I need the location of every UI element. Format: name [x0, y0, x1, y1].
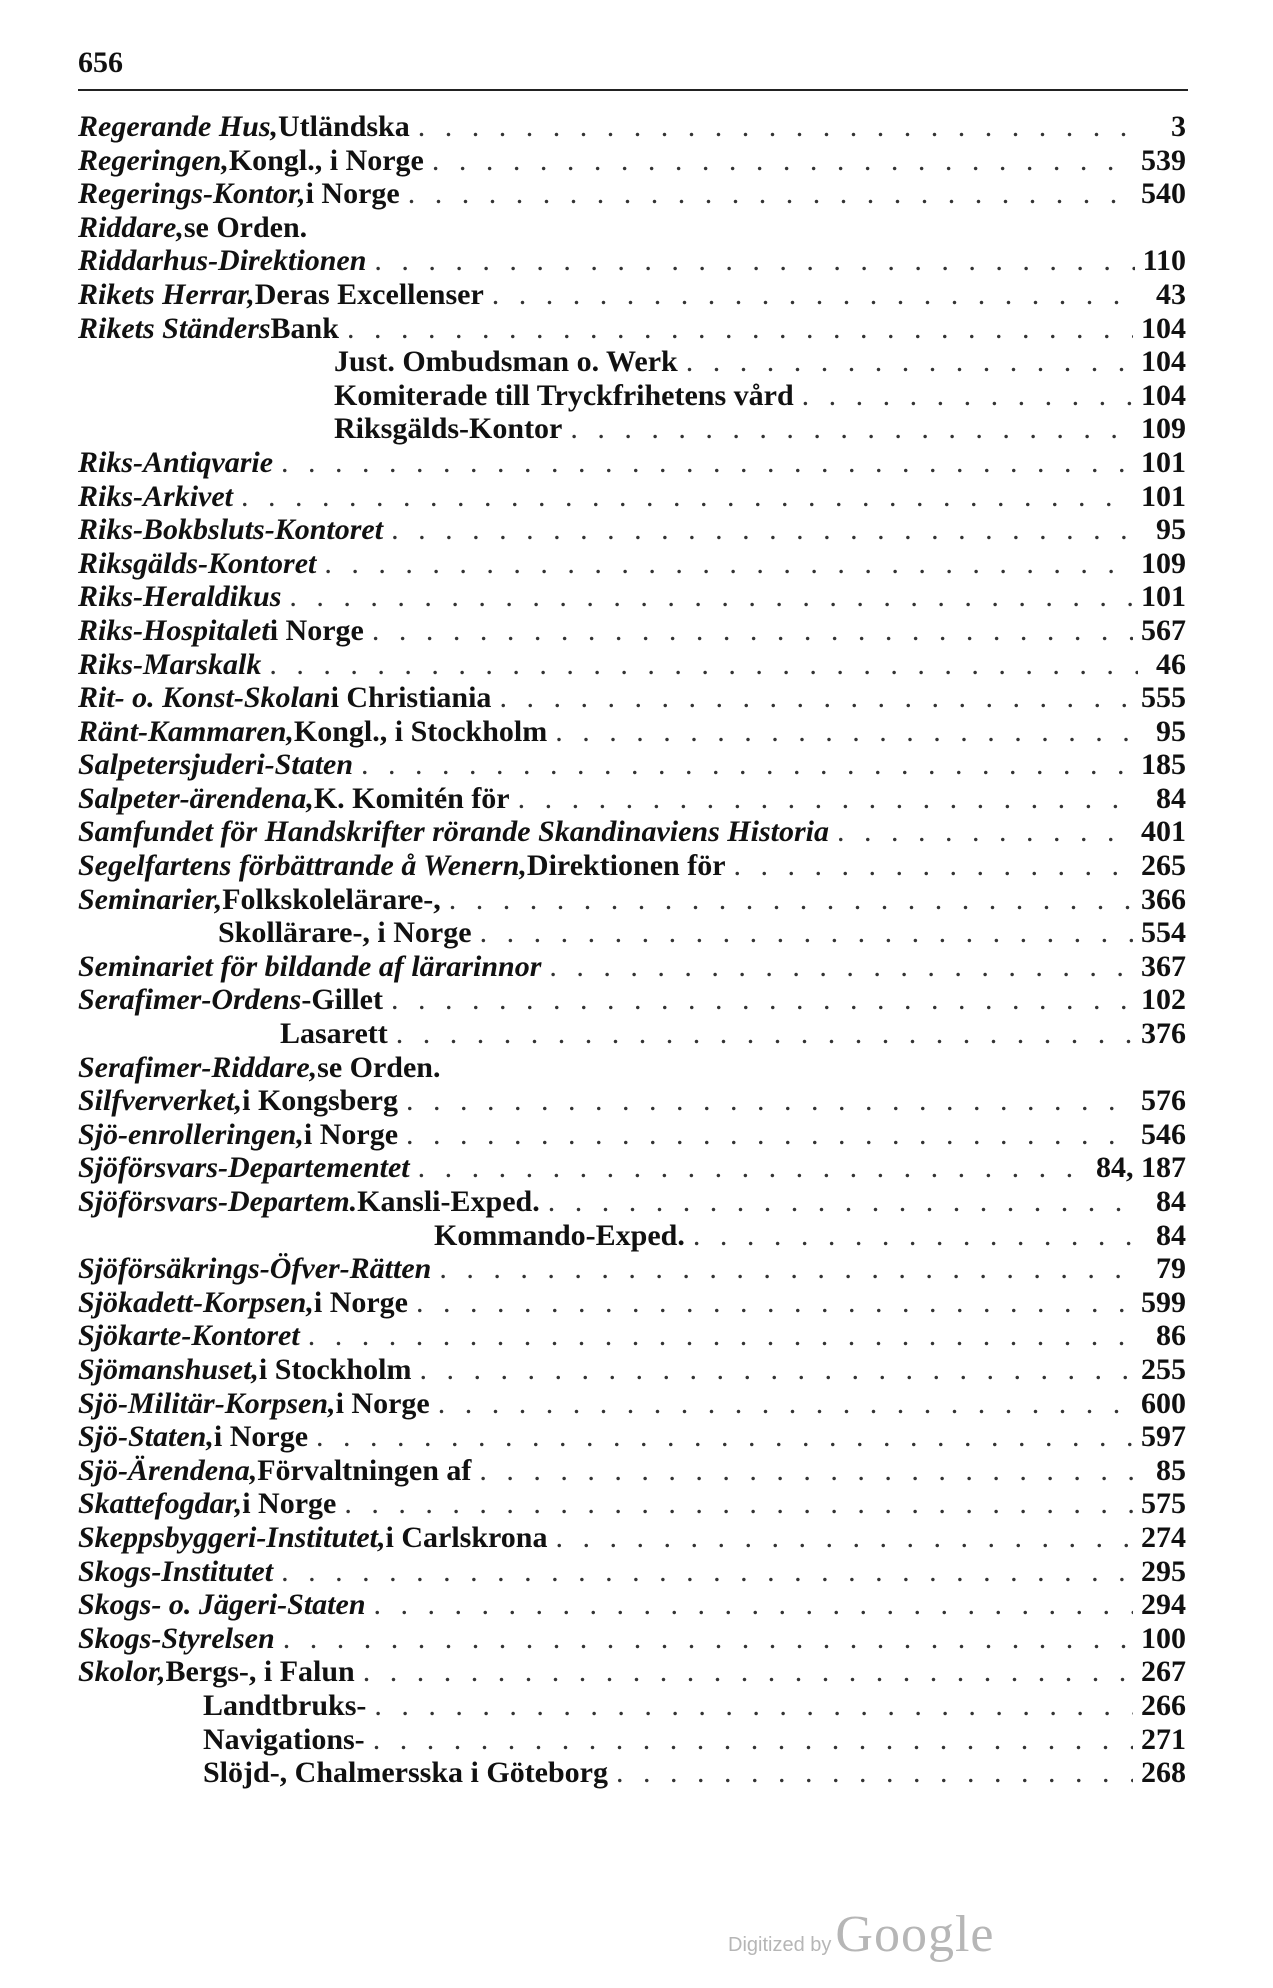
- index-entry: [78, 883, 1186, 917]
- dot-leader: [480, 916, 1133, 950]
- entry-detail: -Gillet: [301, 983, 383, 1017]
- entry-page-number: 295: [1141, 1554, 1186, 1588]
- entry-page-number: 84: [1156, 781, 1186, 815]
- entry-term: Riks-Bokbsluts-Kontoret: [78, 513, 384, 547]
- dot-leader: [432, 144, 1133, 178]
- dot-leader: [316, 1420, 1133, 1454]
- index-entry: [78, 412, 1186, 446]
- entry-term: Riks-Heraldikus: [78, 580, 282, 614]
- dot-leader: [418, 1151, 1088, 1185]
- dot-leader: [269, 648, 1138, 682]
- entry-page-number: 101: [1141, 479, 1186, 513]
- entry-page-number: 376: [1141, 1017, 1186, 1051]
- dot-leader: [324, 547, 1133, 581]
- entry-term: Riksgälds-Kontoret: [78, 546, 317, 580]
- entry-page-number: 267: [1141, 1655, 1186, 1689]
- index-entry: [78, 983, 1186, 1017]
- index-entry: [78, 1756, 1186, 1790]
- entry-term: Sjö-Ärendena,: [78, 1453, 258, 1487]
- entry-term: Sjöförsvars-Departem.: [78, 1185, 358, 1218]
- entry-term: Skolor,: [78, 1655, 166, 1689]
- index-entry: [78, 1118, 1186, 1152]
- index-entry: [78, 1353, 1186, 1387]
- entry-detail: Slöjd-, Chalmersska i Göteborg: [203, 1756, 608, 1790]
- entry-page-number: 575: [1141, 1487, 1186, 1521]
- dot-leader: [686, 345, 1133, 379]
- index-entry: [78, 1185, 1186, 1219]
- entry-detail: Deras Excellenser: [254, 277, 484, 311]
- dot-leader: [396, 1017, 1133, 1051]
- entry-page-number: 599: [1141, 1285, 1186, 1319]
- entry-term: Ränt-Kammaren,: [78, 714, 294, 748]
- dot-leader: [373, 1723, 1133, 1757]
- entry-term: Salpeter-ärendena,: [78, 781, 314, 815]
- entry-detail: Utländska: [278, 110, 410, 143]
- dot-leader: [406, 1118, 1133, 1152]
- entry-page-number: 555: [1141, 681, 1186, 715]
- entry-page-number: 102: [1141, 983, 1186, 1017]
- dot-leader: [344, 1487, 1133, 1521]
- dot-leader: [363, 1655, 1133, 1689]
- entry-detail: se Orden.: [317, 1050, 441, 1084]
- index-entry: [78, 547, 1186, 581]
- index-entry: [78, 580, 1186, 614]
- entry-detail: i Norge: [313, 1285, 408, 1319]
- entry-detail: i Norge: [335, 1386, 430, 1420]
- dot-leader: [499, 681, 1133, 715]
- index-entry: [78, 648, 1186, 682]
- dot-leader: [734, 849, 1133, 883]
- index-entry: [78, 1555, 1186, 1589]
- digitized-watermark: [728, 1905, 994, 1964]
- index-entry: [78, 1622, 1186, 1656]
- entry-page-number: 271: [1141, 1722, 1186, 1756]
- index-entry: [78, 345, 1186, 379]
- entry-page-number: 84, 187: [1096, 1151, 1186, 1185]
- entry-detail: Navigations-: [203, 1722, 365, 1756]
- dot-leader: [555, 1521, 1133, 1555]
- entry-page-number: 109: [1141, 412, 1186, 446]
- entry-page-number: 600: [1141, 1386, 1186, 1420]
- index-entry: [78, 748, 1186, 782]
- dot-leader: [241, 480, 1133, 514]
- entry-detail: i Norge: [213, 1420, 309, 1454]
- index-entry: [78, 1655, 1186, 1689]
- dot-leader: [374, 244, 1134, 278]
- entry-term: Skattefogdar,: [78, 1487, 243, 1521]
- index-entry: [78, 446, 1186, 480]
- index-entry: [78, 244, 1186, 278]
- header-rule: [78, 89, 1188, 91]
- dot-leader: [570, 412, 1133, 446]
- entry-page-number: 265: [1141, 849, 1186, 883]
- entry-term: Regerande Hus,: [78, 110, 279, 143]
- entry-detail: Kongl., i Stockholm: [293, 714, 548, 748]
- entry-page-number: 84: [1156, 1185, 1186, 1218]
- entry-page-number: 546: [1141, 1117, 1186, 1151]
- entry-page-number: 294: [1141, 1588, 1186, 1622]
- entry-term: Skogs-Styrelsen: [78, 1621, 275, 1655]
- entry-term: Segelfartens förbättrande å Wenern,: [78, 849, 527, 883]
- entry-detail: Bergs-, i Falun: [165, 1655, 355, 1689]
- entry-detail: Lasarett: [280, 1017, 388, 1051]
- index-entry: [78, 1420, 1186, 1454]
- entry-term: Salpetersjuderi-Staten: [78, 748, 354, 782]
- entry-term: Sjöförsvars-Departementet: [78, 1151, 410, 1185]
- entry-detail: i Carlskrona: [385, 1520, 548, 1554]
- entry-detail: se Orden.: [183, 210, 308, 244]
- index-list: [78, 110, 1186, 1790]
- entry-page-number: 95: [1156, 714, 1186, 748]
- entry-term: Regeringen,: [78, 143, 229, 177]
- dot-leader: [374, 1689, 1133, 1723]
- index-entry: [78, 144, 1186, 178]
- entry-page-number: 104: [1141, 378, 1186, 412]
- entry-term: Rit- o. Konst-Skolan: [78, 681, 331, 715]
- index-entry: [78, 1084, 1186, 1118]
- dot-leader: [418, 110, 1138, 144]
- entry-page-number: 597: [1141, 1420, 1186, 1454]
- index-entry: [78, 1723, 1186, 1757]
- index-entry: [78, 1286, 1186, 1320]
- index-entry: [78, 815, 1186, 849]
- dot-leader: [281, 446, 1133, 480]
- entry-term: Seminariet för bildande af lärarinnor: [78, 949, 542, 983]
- entry-term: Sjöförsäkrings-Öfver-Rätten: [78, 1252, 432, 1286]
- entry-term: Skeppsbyggeri-Institutet,: [78, 1520, 386, 1554]
- dot-leader: [374, 1588, 1133, 1622]
- entry-term: Sjö-Militär-Korpsen,: [78, 1386, 336, 1420]
- entry-page-number: 540: [1141, 177, 1186, 211]
- index-entry: [78, 211, 1186, 245]
- entry-detail: i Christiania: [330, 681, 492, 715]
- entry-page-number: 401: [1141, 815, 1186, 849]
- entry-page-number: 104: [1141, 311, 1186, 345]
- entry-term: Rikets Herrar,: [78, 277, 255, 311]
- dot-leader: [449, 883, 1133, 917]
- entry-term: Sjökadett-Korpsen,: [78, 1285, 314, 1319]
- entry-page-number: 266: [1141, 1688, 1186, 1722]
- entry-page-number: 43: [1156, 277, 1186, 311]
- dot-leader: [616, 1756, 1133, 1790]
- dot-leader: [283, 1622, 1133, 1656]
- index-entry: [78, 177, 1186, 211]
- dot-leader: [837, 815, 1133, 849]
- dot-leader: [419, 1353, 1133, 1387]
- dot-leader: [548, 1185, 1138, 1219]
- entry-detail: Kongl., i Norge: [228, 143, 424, 177]
- entry-page-number: 274: [1141, 1520, 1186, 1554]
- entry-page-number: 255: [1141, 1352, 1186, 1386]
- entry-term: Riks-Marskalk: [78, 647, 262, 681]
- entry-page-number: 539: [1141, 143, 1186, 177]
- google-logo: Google: [835, 1906, 995, 1963]
- entry-page-number: 366: [1141, 882, 1186, 916]
- dot-leader: [406, 1084, 1133, 1118]
- entry-term: Riks-Arkivet: [78, 479, 233, 513]
- entry-detail: i Norge: [242, 1487, 337, 1521]
- index-entry: [78, 379, 1186, 413]
- dot-leader: [555, 715, 1138, 749]
- entry-page-number: 268: [1141, 1756, 1186, 1790]
- entry-detail: Förvaltningen af: [257, 1453, 472, 1487]
- dot-leader: [438, 1387, 1133, 1421]
- entry-page-number: 79: [1156, 1252, 1186, 1286]
- entry-page-number: 367: [1141, 949, 1186, 983]
- index-entry: [78, 110, 1186, 144]
- entry-term: Regerings-Kontor,: [78, 177, 306, 211]
- entry-detail: i Stockholm: [258, 1352, 412, 1386]
- entry-term: Riks-Antiqvarie: [78, 445, 274, 479]
- index-entry: [78, 715, 1186, 749]
- entry-term: Skogs- o. Jägeri-Staten: [78, 1588, 366, 1622]
- entry-term: Samfundet för Handskrifter rörande Skandinaviens Historia: [78, 815, 829, 849]
- dot-leader: [802, 379, 1133, 413]
- dot-leader: [479, 1454, 1138, 1488]
- index-entry: [78, 278, 1186, 312]
- page-number: 656: [78, 46, 123, 79]
- entry-page-number: 46: [1156, 647, 1186, 681]
- entry-detail: Landtbruks-: [203, 1688, 367, 1722]
- dot-leader: [289, 580, 1133, 614]
- entry-page-number: 110: [1142, 244, 1186, 278]
- index-entry: [78, 849, 1186, 883]
- index-entry: [78, 950, 1186, 984]
- entry-page-number: 109: [1141, 546, 1186, 580]
- entry-term: Riks-Hospitalet: [78, 613, 270, 647]
- entry-term: Silfververket,: [78, 1084, 243, 1118]
- entry-page-number: 84: [1156, 1218, 1186, 1252]
- entry-page-number: 567: [1141, 613, 1186, 647]
- entry-detail: Kansli-Exped.: [357, 1185, 540, 1218]
- index-entry: [78, 1151, 1186, 1185]
- entry-page-number: 100: [1141, 1621, 1186, 1655]
- entry-page-number: 185: [1141, 748, 1186, 782]
- entry-page-number: 554: [1141, 916, 1186, 950]
- index-entry: [78, 1454, 1186, 1488]
- entry-detail: Bank: [270, 311, 339, 345]
- entry-term: Riddarhus-Direktionen: [78, 244, 367, 278]
- entry-term: Seminarier,: [78, 882, 223, 916]
- index-entry: [78, 1319, 1186, 1353]
- index-entry: [78, 681, 1186, 715]
- entry-detail: i Norge: [303, 1117, 399, 1151]
- entry-page-number: 95: [1156, 513, 1186, 547]
- dot-leader: [391, 983, 1133, 1017]
- entry-detail: Kommando-Exped.: [434, 1218, 685, 1252]
- entry-page-number: 104: [1141, 345, 1186, 379]
- dot-leader: [693, 1219, 1138, 1253]
- entry-term: Serafimer-Ordens: [78, 983, 302, 1017]
- index-entry: [78, 1689, 1186, 1723]
- entry-term: Sjömanshuset,: [78, 1352, 259, 1386]
- entry-detail: Just. Ombudsman o. Werk: [334, 345, 678, 379]
- index-entry: [78, 1588, 1186, 1622]
- dot-leader: [308, 1319, 1138, 1353]
- entry-page-number: 101: [1141, 580, 1186, 614]
- entry-detail: Komiterade till Tryckfrihetens vård: [334, 378, 794, 412]
- index-entry: [78, 614, 1186, 648]
- dot-leader: [549, 950, 1133, 984]
- entry-page-number: 101: [1141, 445, 1186, 479]
- entry-detail: i Norge: [305, 177, 400, 211]
- index-entry: [78, 480, 1186, 514]
- index-entry: [78, 312, 1186, 346]
- entry-term: Skogs-Institutet: [78, 1554, 274, 1588]
- dot-leader: [439, 1252, 1138, 1286]
- entry-detail: Riksgälds-Kontor: [334, 412, 563, 446]
- dot-leader: [361, 748, 1133, 782]
- entry-term: Sjö-Staten,: [78, 1420, 214, 1454]
- index-entry: [78, 1017, 1186, 1051]
- entry-detail: K. Komitén för: [313, 781, 510, 815]
- index-entry: [78, 782, 1186, 816]
- dot-leader: [408, 177, 1133, 211]
- index-entry: [78, 513, 1186, 547]
- entry-term: Sjö-enrolleringen,: [78, 1117, 304, 1151]
- entry-detail: Skollärare-, i Norge: [218, 916, 472, 950]
- entry-page-number: 86: [1156, 1319, 1186, 1353]
- entry-page-number: 85: [1156, 1453, 1186, 1487]
- index-entry: [78, 1252, 1186, 1286]
- dot-leader: [347, 312, 1133, 346]
- index-entry: [78, 1387, 1186, 1421]
- index-entry: [78, 1051, 1186, 1085]
- dot-leader: [372, 614, 1133, 648]
- dot-leader: [518, 782, 1138, 816]
- entry-term: Rikets Ständers: [78, 311, 271, 345]
- entry-detail: Direktionen för: [526, 849, 726, 883]
- entry-page-number: 576: [1141, 1084, 1186, 1118]
- entry-detail: Folkskolelärare-,: [222, 882, 441, 916]
- index-entry: [78, 1521, 1186, 1555]
- entry-term: Sjökarte-Kontoret: [78, 1319, 300, 1353]
- dot-leader: [281, 1555, 1133, 1589]
- dot-leader: [492, 278, 1138, 312]
- dot-leader: [391, 513, 1138, 547]
- entry-term: Riddare,: [78, 210, 184, 244]
- index-entry: [78, 1219, 1186, 1253]
- index-entry: [78, 1487, 1186, 1521]
- dot-leader: [416, 1286, 1133, 1320]
- index-entry: [78, 916, 1186, 950]
- entry-page-number: 3: [1171, 110, 1186, 143]
- watermark-prefix: Digitized by: [728, 1934, 832, 1956]
- entry-detail: i Norge: [269, 613, 364, 647]
- entry-term: Serafimer-Riddare,: [78, 1050, 318, 1084]
- entry-detail: i Kongsberg: [242, 1084, 398, 1118]
